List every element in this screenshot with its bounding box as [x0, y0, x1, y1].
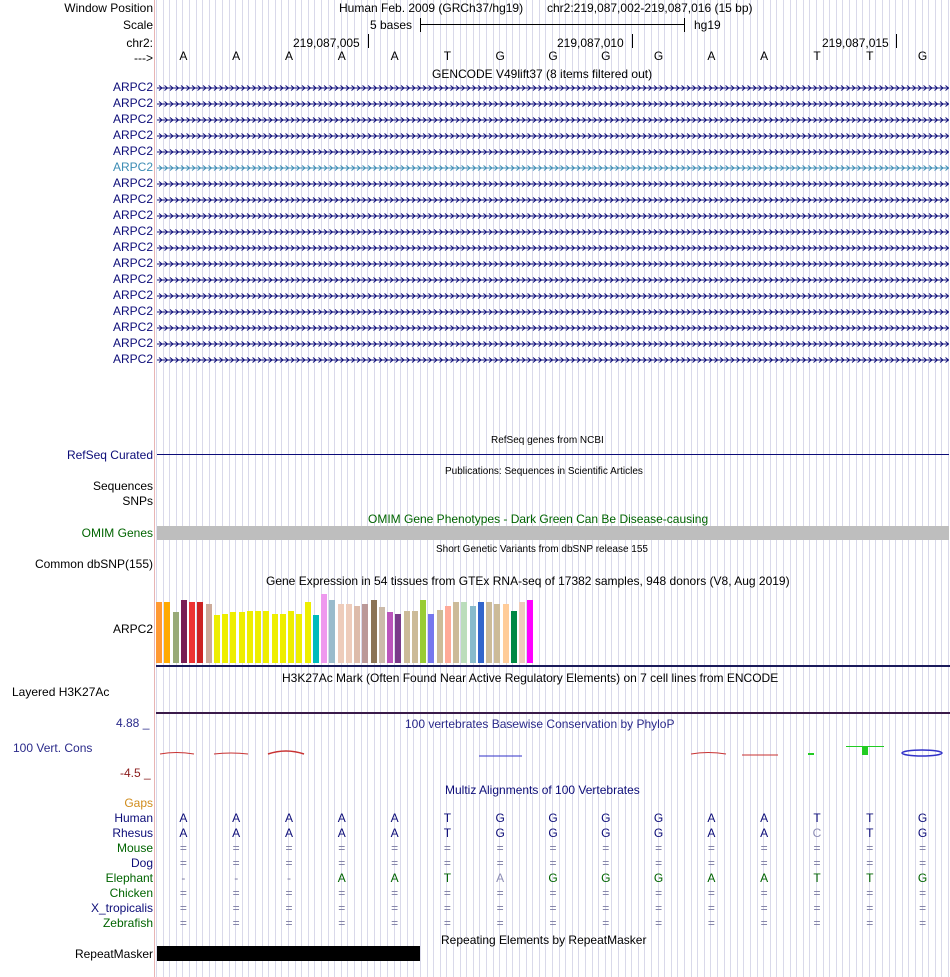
gencode-transcript[interactable]	[157, 226, 949, 236]
omim-title[interactable]: OMIM Gene Phenotypes - Dark Green Can Be Disease-causing	[368, 512, 709, 526]
transcript-arrows[interactable]	[157, 275, 949, 285]
alignment-base: =	[602, 886, 610, 900]
dbsnp-label[interactable]: Common dbSNP(155)	[34, 557, 153, 571]
species-label[interactable]: Human	[114, 811, 153, 825]
alignment-base: G	[601, 871, 611, 885]
alignment-base: A	[760, 826, 769, 840]
gtex-baseline	[156, 665, 950, 667]
alignment-base: =	[496, 901, 504, 915]
alignment-base: =	[496, 856, 504, 870]
alignment-base: A	[337, 871, 346, 885]
species-label[interactable]: Mouse	[116, 841, 153, 855]
gencode-transcript[interactable]	[157, 354, 949, 364]
reference-base: A	[760, 49, 769, 63]
alignment-base: =	[813, 841, 821, 855]
alignment-base: T	[813, 811, 821, 825]
alignment-base: =	[549, 916, 557, 930]
gencode-gene-label[interactable]: ARPC2	[112, 320, 153, 334]
gtex-bar[interactable]	[321, 594, 327, 663]
gencode-transcript[interactable]	[157, 338, 949, 348]
transcript-arrows[interactable]	[157, 83, 949, 93]
alignment-base: =	[813, 856, 821, 870]
gtex-bar[interactable]	[230, 612, 236, 663]
reference-base: A	[284, 49, 293, 63]
alignment-base: =	[760, 856, 768, 870]
gencode-gene-label[interactable]: ARPC2	[112, 192, 153, 206]
gtex-bar[interactable]	[387, 612, 393, 663]
alignment-base: =	[602, 841, 610, 855]
phylop-red-4	[691, 753, 726, 755]
alignment-base: =	[602, 856, 610, 870]
alignment-base: =	[338, 886, 346, 900]
species-label[interactable]: X_tropicalis	[90, 901, 153, 915]
alignment-base: =	[285, 841, 293, 855]
alignment-base: =	[655, 901, 663, 915]
gencode-gene-label[interactable]: ARPC2	[112, 112, 153, 126]
gtex-bar[interactable]	[404, 611, 410, 663]
gtex-bar[interactable]	[313, 615, 319, 663]
alignment-base: G	[653, 811, 664, 825]
phylop-green-3	[862, 746, 868, 755]
gencode-transcript[interactable]	[157, 162, 949, 172]
phylop-blue-2	[902, 750, 942, 756]
alignment-base: =	[707, 886, 715, 900]
alignment-base: =	[391, 856, 399, 870]
phylop-red-3	[268, 751, 304, 754]
phylop-max: 4.88 _	[116, 716, 150, 730]
alignment-base: =	[919, 901, 927, 915]
gencode-gene-label[interactable]: ARPC2	[112, 304, 153, 318]
alignment-base: T	[443, 826, 452, 840]
refseq-line[interactable]	[157, 454, 949, 455]
alignment-base: =	[443, 841, 451, 855]
gencode-gene-label[interactable]: ARPC2	[112, 208, 153, 222]
alignment-base: A	[232, 826, 241, 840]
alignment-base: =	[813, 901, 821, 915]
alignment-base: A	[284, 811, 293, 825]
alignment-base: =	[496, 886, 504, 900]
reference-base: A	[390, 49, 399, 63]
position-text[interactable]: chr2:219,087,002-219,087,016 (15 bp)	[547, 1, 753, 15]
gencode-transcript[interactable]	[157, 322, 949, 332]
transcript-arrows[interactable]	[157, 307, 949, 317]
phylop-label[interactable]: 100 Vert. Cons	[13, 741, 93, 755]
phylop-red-1	[160, 753, 194, 755]
alignment-base: =	[496, 841, 504, 855]
alignment-base: =	[179, 916, 187, 930]
scale-bar-right-tick	[684, 18, 685, 32]
alignment-base: -	[287, 871, 291, 885]
gtex-bar[interactable]	[173, 612, 179, 663]
gtex-bar[interactable]	[371, 600, 377, 663]
sequences-label[interactable]: Sequences	[92, 479, 153, 493]
alignment-base: G	[495, 826, 505, 840]
gtex-title[interactable]: Gene Expression in 54 tissues from GTEx RNA-seq of 17382 samples, 948 donors (V8, Aug 2019)	[266, 574, 790, 588]
alignment-base: T	[443, 871, 452, 885]
gencode-gene-label[interactable]: ARPC2	[112, 176, 153, 190]
gtex-bar[interactable]	[197, 602, 203, 663]
reference-base: A	[179, 49, 188, 63]
coord-tick-3	[896, 34, 897, 48]
gtex-bar[interactable]	[470, 606, 476, 663]
alignment-base: =	[232, 886, 240, 900]
gtex-bar[interactable]	[296, 614, 302, 663]
alignment-base: A	[707, 826, 716, 840]
gencode-transcript[interactable]	[157, 194, 949, 204]
coord-label-2: 219,087,010	[557, 36, 624, 50]
alignment-base: T	[443, 811, 452, 825]
alignment-base: -	[181, 871, 186, 885]
alignment-base: =	[602, 916, 610, 930]
transcript-arrows[interactable]	[157, 179, 949, 189]
phylop-green-1	[808, 753, 814, 755]
gencode-transcript[interactable]	[157, 274, 949, 284]
alignment-base: G	[917, 826, 928, 840]
gencode-transcript[interactable]	[157, 306, 949, 316]
alignment-base: =	[919, 886, 927, 900]
gencode-gene-label[interactable]: ARPC2	[112, 144, 153, 158]
coord-tick-1	[368, 34, 369, 48]
gtex-bar[interactable]	[494, 604, 500, 663]
gencode-transcript[interactable]	[157, 242, 949, 252]
alignment-base: G	[917, 811, 928, 825]
gencode-gene-label[interactable]: ARPC2	[112, 288, 153, 302]
reference-base: G	[548, 49, 558, 63]
alignment-base: G	[601, 826, 611, 840]
alignment-base: A	[284, 826, 293, 840]
reference-base: G	[917, 49, 928, 63]
alignment-base: A	[337, 826, 346, 840]
gtex-bar[interactable]	[280, 614, 286, 663]
gtex-bar[interactable]	[255, 611, 261, 663]
alignment-base: =	[179, 841, 187, 855]
gtex-bar[interactable]	[263, 611, 269, 663]
alignment-base: G	[495, 811, 505, 825]
alignment-base: =	[443, 916, 451, 930]
gencode-gene-label[interactable]: ARPC2	[112, 240, 153, 254]
alignment-base: A	[390, 871, 399, 885]
alignment-base: =	[866, 901, 874, 915]
transcript-arrows[interactable]	[157, 339, 949, 349]
snps-label[interactable]: SNPs	[122, 494, 153, 508]
reference-base: A	[232, 49, 241, 63]
h3k27ac-title[interactable]: H3K27Ac Mark (Often Found Near Active Regulatory Elements) on 7 cell lines from ENCODE	[282, 671, 779, 685]
alignment-base: =	[391, 901, 399, 915]
gtex-bar[interactable]	[156, 602, 162, 663]
reference-base: T	[443, 49, 452, 63]
gtex-bar[interactable]	[214, 615, 220, 663]
species-label[interactable]: Dog	[130, 856, 153, 870]
alignment-base: =	[549, 886, 557, 900]
gtex-bar[interactable]	[437, 610, 443, 663]
omim-label[interactable]: OMIM Genes	[81, 526, 153, 540]
alignment-base: A	[390, 811, 399, 825]
alignment-base: A	[337, 811, 346, 825]
alignment-base: G	[548, 826, 558, 840]
alignment-base: G	[601, 811, 611, 825]
alignment-base: =	[813, 886, 821, 900]
alignment-base: G	[548, 811, 558, 825]
alignment-base: =	[866, 841, 874, 855]
assembly-text: Human Feb. 2009 (GRCh37/hg19)	[339, 1, 524, 15]
alignment-base: =	[602, 901, 610, 915]
gencode-gene-label[interactable]: ARPC2	[112, 160, 153, 174]
transcript-arrows[interactable]	[157, 291, 949, 301]
h3k27ac-baseline	[156, 712, 950, 714]
alignment-base: T	[866, 811, 874, 825]
alignment-base: =	[285, 886, 293, 900]
alignment-base: C	[812, 826, 822, 840]
gencode-gene-label[interactable]: ARPC2	[112, 224, 153, 238]
alignment-base: =	[707, 856, 715, 870]
alignment-base: =	[549, 856, 557, 870]
gtex-bar[interactable]	[503, 604, 509, 663]
gtex-bar[interactable]	[346, 604, 352, 663]
alignment-base: A	[179, 811, 188, 825]
gencode-transcript[interactable]	[157, 82, 949, 92]
alignment-base: =	[655, 841, 663, 855]
phylop-wiggle[interactable]	[156, 735, 950, 765]
coord-label-3: 219,087,015	[822, 36, 889, 50]
gtex-bar[interactable]	[461, 602, 467, 663]
publications-title[interactable]: Publications: Sequences in Scientific Articles	[445, 466, 643, 477]
coord-tick-2	[632, 34, 633, 48]
alignment-base: =	[285, 916, 293, 930]
alignment-base: =	[338, 856, 346, 870]
transcript-arrows[interactable]	[157, 355, 949, 365]
transcript-arrows[interactable]	[157, 195, 949, 205]
refseq-label[interactable]: RefSeq Curated	[66, 448, 153, 462]
alignment-base: A	[390, 826, 399, 840]
gencode-transcript[interactable]	[157, 290, 949, 300]
gtex-bar[interactable]	[222, 614, 228, 663]
gencode-transcript[interactable]	[157, 210, 949, 220]
alignment-base: =	[760, 916, 768, 930]
alignment-base: =	[338, 841, 346, 855]
alignment-base: =	[866, 886, 874, 900]
alignment-base: =	[179, 886, 187, 900]
alignment-base: =	[760, 841, 768, 855]
alignment-base: =	[285, 856, 293, 870]
gtex-bar[interactable]	[379, 607, 385, 663]
reference-base: G	[601, 49, 611, 63]
alignment-base: =	[443, 856, 451, 870]
alignment-base: A	[707, 871, 716, 885]
alignment-base: T	[866, 826, 874, 840]
gtex-bar[interactable]	[420, 600, 426, 663]
repeatmasker-title[interactable]: Repeating Elements by RepeatMasker	[441, 933, 647, 947]
gtex-bar[interactable]	[338, 604, 344, 663]
gtex-bar[interactable]	[354, 606, 360, 663]
alignment-base: =	[707, 901, 715, 915]
alignment-base: =	[813, 916, 821, 930]
alignment-base: =	[338, 916, 346, 930]
alignment-base: =	[443, 886, 451, 900]
reference-base: A	[337, 49, 346, 63]
alignment-base: =	[285, 901, 293, 915]
reference-base: G	[495, 49, 505, 63]
alignment-base: T	[813, 871, 821, 885]
gtex-bar[interactable]	[288, 611, 294, 663]
gtex-bar[interactable]	[247, 611, 253, 663]
alignment-base: A	[760, 811, 769, 825]
gtex-bar[interactable]	[412, 611, 418, 663]
gencode-gene-label[interactable]: ARPC2	[112, 128, 153, 142]
gencode-transcript[interactable]	[157, 258, 949, 268]
alignment-base: =	[549, 901, 557, 915]
gencode-transcript[interactable]	[157, 178, 949, 188]
alignment-base: =	[179, 901, 187, 915]
transcript-arrows[interactable]	[157, 243, 949, 253]
gtex-bar[interactable]	[527, 600, 533, 663]
chr-label: chr2:	[126, 36, 153, 50]
alignment-base: =	[391, 886, 399, 900]
gtex-bar[interactable]	[305, 602, 311, 663]
alignment-base: =	[919, 856, 927, 870]
gencode-gene-label[interactable]: ARPC2	[112, 352, 153, 366]
alignment-base: =	[707, 916, 715, 930]
alignment-base: =	[232, 856, 240, 870]
transcript-arrows[interactable]	[157, 99, 949, 109]
label-divider	[154, 0, 155, 977]
reference-base: G	[653, 49, 664, 63]
multiz-title[interactable]: Multiz Alignments of 100 Vertebrates	[445, 783, 640, 797]
alignment-base: G	[548, 871, 558, 885]
alignment-base: =	[338, 901, 346, 915]
alignment-base: =	[866, 916, 874, 930]
alignment-base: T	[866, 871, 874, 885]
alignment-base: A	[179, 826, 188, 840]
gencode-gene-label[interactable]: ARPC2	[112, 80, 153, 94]
scale-bar-left-tick	[420, 18, 421, 32]
refseq-title[interactable]: RefSeq genes from NCBI	[491, 435, 604, 446]
gtex-bar[interactable]	[239, 612, 245, 663]
alignment-base: -	[234, 871, 239, 885]
alignment-base: =	[866, 856, 874, 870]
gtex-bar[interactable]	[329, 600, 335, 663]
species-label[interactable]: Zebrafish	[102, 916, 153, 930]
alignment-base: =	[760, 886, 768, 900]
alignment-base: =	[391, 916, 399, 930]
gtex-bar[interactable]	[519, 602, 525, 663]
scale-text: 5 bases	[370, 18, 413, 32]
gencode-transcript[interactable]	[157, 146, 949, 156]
gtex-label[interactable]: ARPC2	[112, 622, 153, 636]
transcript-arrows[interactable]	[157, 227, 949, 237]
alignment-base: =	[179, 856, 187, 870]
alignment-base: =	[391, 841, 399, 855]
gtex-bar[interactable]	[395, 614, 401, 663]
strand-label: --->	[134, 51, 153, 65]
reference-base: T	[813, 49, 821, 63]
alignment-base: =	[655, 856, 663, 870]
dbsnp-title[interactable]: Short Genetic Variants from dbSNP release 155	[436, 544, 648, 555]
gtex-bar[interactable]	[478, 602, 484, 663]
gtex-bar[interactable]	[445, 606, 451, 663]
alignment-base: =	[232, 841, 240, 855]
gencode-transcript[interactable]	[157, 130, 949, 140]
phylop-title[interactable]: 100 vertebrates Basewise Conservation by PhyloP	[405, 717, 675, 731]
gencode-gene-label[interactable]: ARPC2	[112, 336, 153, 350]
alignment-base: A	[707, 811, 716, 825]
reference-base: T	[866, 49, 874, 63]
transcript-arrows[interactable]	[157, 323, 949, 333]
gtex-bar[interactable]	[453, 602, 459, 663]
gencode-title[interactable]: GENCODE V49lift37 (8 items filtered out)	[432, 67, 653, 81]
transcript-arrows[interactable]	[157, 163, 949, 173]
scale-label: Scale	[122, 18, 153, 32]
alignment-base: A	[232, 811, 241, 825]
gencode-gene-label[interactable]: ARPC2	[112, 256, 153, 270]
alignment-base: =	[549, 841, 557, 855]
alignment-base: =	[707, 841, 715, 855]
alignment-base: =	[232, 916, 240, 930]
db-text: hg19	[694, 18, 721, 32]
gtex-bar[interactable]	[189, 602, 195, 663]
gtex-bar[interactable]	[511, 611, 517, 663]
scale-bar	[421, 24, 684, 25]
alignment-base: A	[496, 871, 505, 885]
species-label[interactable]: Chicken	[109, 886, 153, 900]
coord-label-1: 219,087,005	[293, 36, 360, 50]
gencode-gene-label[interactable]: ARPC2	[112, 96, 153, 110]
alignment-base: =	[760, 901, 768, 915]
gtex-bar[interactable]	[486, 602, 492, 663]
gtex-bar[interactable]	[206, 604, 212, 663]
repeatmasker-label[interactable]: RepeatMasker	[74, 947, 153, 961]
window-position-label: Window Position	[64, 1, 153, 15]
reference-base: A	[707, 49, 716, 63]
gtex-bar[interactable]	[181, 600, 187, 663]
gtex-bar[interactable]	[428, 614, 434, 663]
h3k27ac-label[interactable]: Layered H3K27Ac	[12, 685, 110, 699]
alignment-base: =	[443, 901, 451, 915]
transcript-arrows[interactable]	[157, 147, 949, 157]
alignment-base: A	[760, 871, 769, 885]
species-label[interactable]: Rhesus	[112, 826, 153, 840]
alignment-base: =	[232, 901, 240, 915]
alignment-base: =	[496, 916, 504, 930]
omim-bar[interactable]	[157, 526, 949, 540]
gtex-bar[interactable]	[272, 614, 278, 663]
phylop-red-2	[214, 753, 248, 754]
transcript-arrows[interactable]	[157, 115, 949, 125]
gencode-gene-label[interactable]: ARPC2	[112, 272, 153, 286]
alignment-base: G	[653, 826, 664, 840]
alignment-base: =	[655, 916, 663, 930]
alignment-base: G	[653, 871, 664, 885]
gencode-transcript[interactable]	[157, 98, 949, 108]
repeatmasker-bar[interactable]	[157, 946, 420, 961]
transcript-arrows[interactable]	[157, 211, 949, 221]
transcript-arrows[interactable]	[157, 131, 949, 141]
gaps-label: Gaps	[124, 796, 153, 810]
gtex-bar[interactable]	[362, 604, 368, 663]
gencode-transcript[interactable]	[157, 114, 949, 124]
alignment-base: G	[917, 871, 928, 885]
species-label[interactable]: Elephant	[105, 871, 153, 885]
phylop-min: -4.5 _	[120, 766, 151, 780]
gtex-bar[interactable]	[164, 602, 170, 663]
alignment-base: =	[655, 886, 663, 900]
alignment-base: =	[919, 916, 927, 930]
transcript-arrows[interactable]	[157, 259, 949, 269]
alignment-base: =	[919, 841, 927, 855]
